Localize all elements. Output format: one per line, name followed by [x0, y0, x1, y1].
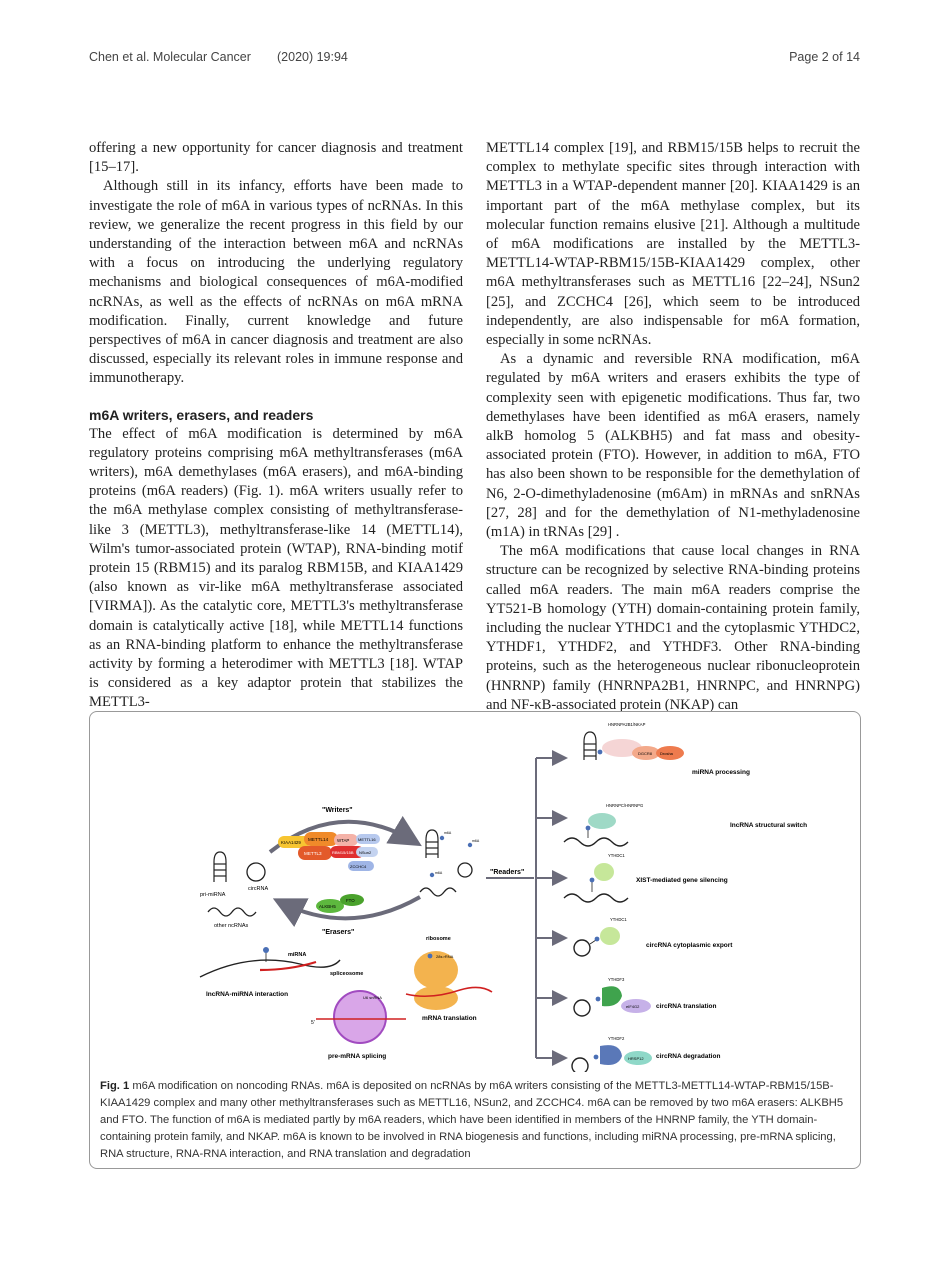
label-mrna-translation: mRNA translation — [422, 1015, 477, 1022]
label-other-ncrnas: other ncRNAs — [214, 923, 249, 929]
text-alkbh5: ALKBH5 — [319, 904, 336, 909]
text-protein: YTHDF2 — [608, 1036, 625, 1041]
running-header-left: Chen et al. Molecular Cancer — [89, 50, 251, 64]
m6a-stem — [590, 940, 596, 944]
text-spliceosome: spliceosome — [330, 971, 364, 977]
m6a-dot — [595, 937, 600, 942]
text-fto: FTO — [346, 898, 355, 903]
circrna-icon — [247, 863, 265, 881]
hairpin-icon — [584, 732, 596, 760]
methylated-circrna-icon — [458, 863, 472, 877]
text-protein: YTHDC1 — [610, 917, 627, 922]
text-protein: YTHDF3 — [608, 977, 625, 982]
protein-ythdf3 — [602, 986, 622, 1006]
reader-function-label: XIST-mediated gene silencing — [636, 877, 728, 884]
text-m6a: m6A — [472, 839, 480, 843]
writers-label: "Writers" — [322, 807, 353, 814]
lncrna-icon — [200, 960, 340, 977]
m6a-dot — [590, 878, 595, 883]
m6a-dot — [594, 1055, 599, 1060]
right-column — [486, 139, 860, 715]
label-circrna: circRNA — [248, 886, 269, 892]
protein-hnrnpc — [588, 813, 616, 829]
methylated-ncrna-icon — [420, 888, 456, 896]
text-protein: HNRNPA2B1/NKAP — [608, 722, 646, 727]
text-mettl3: METTL3 — [304, 851, 322, 856]
section-heading: m6A writers, erasers, and readers — [89, 406, 314, 423]
label-pri-mirna: pri-miRNA — [200, 892, 226, 898]
paragraph: The effect of m6A modification is determined by m6A regulatory proteins comprising m6A methyltransferases (m6A writers), m6A demethylases (m6A erasers), and m6A-binding proteins (m6A readers) (Fig. 1). m6A writers usually refer to the m6A methylase complex consisting of methyltransferase-like 3 (METTL3), methyltransferase-like 14 (METTL14), Wilm's tumor-associated protein (WTAP), RNA-binding motif protein 15 (RBM15) and its paralog RBM15B, and KIAA1429 (also known as vir-like m6A methyltransferase associated [VIRMA]). As the catalytic core, METTL3's methyltransferase domain is catalytically active [18], while METTL14 functions as an RNA-binding platform to enhance the methyltransferase activity by forming a heterodimer with METTL3 [18]. WTAP is considered as a key adaptor protein that stabilizes the METTL3- — [89, 425, 463, 711]
figure-caption — [100, 1078, 850, 1163]
m6a-dot — [586, 826, 591, 831]
m6a-dot — [598, 750, 603, 755]
m6a-dot — [596, 997, 601, 1002]
circrna-icon — [574, 940, 590, 956]
pri-mirna-hairpin-icon — [214, 852, 226, 882]
text-28s-rrna: 28s rRNA — [436, 954, 454, 959]
methylated-hairpin-icon — [426, 830, 438, 858]
text-hrsp12: HRSP12 — [628, 1056, 644, 1061]
m6a-dot — [428, 954, 433, 959]
paragraph: The m6A modifications that cause local changes in RNA structure can be recognized by selective RNA-binding proteins called m6A readers. The main m6A readers comprise the YT521-B homology (YTH) domain-containing protein family, including the nuclear YTHDC1 and the cytoplasmic YTHDC2, YTHDF1, YTHDF2, and YTHDF3. Other RNA-binding proteins, such as the heterogeneous nuclear ribonucleoprotein (HNRNP) family (HNRNPA2B1, HNRNPC, and HNRNPG) and NF-κB-associated protein (NKAP) can — [486, 543, 860, 713]
lncrna-icon — [564, 838, 628, 846]
circrna-icon — [572, 1058, 588, 1072]
page-number: Page 2 of 14 — [789, 50, 860, 64]
reader-function-label: circRNA degradation — [656, 1053, 721, 1060]
text-protein: HNRNPC/HNRNPG — [606, 803, 644, 808]
text-zcchc4: ZCCHC4 — [350, 864, 367, 869]
text-mettl16: METTL16 — [358, 837, 376, 842]
circrna-icon — [574, 1000, 590, 1016]
caption-title: Fig. 1 — [100, 1080, 130, 1092]
text-mettl14: METTL14 — [308, 837, 329, 842]
text-five-prime: 5' — [311, 1020, 315, 1026]
m6a-dot — [468, 843, 472, 847]
erasers-label: "Erasers" — [322, 929, 355, 936]
figure-diagram — [90, 712, 860, 1072]
protein-ythdf2 — [600, 1045, 622, 1065]
text-ribosome: ribosome — [426, 936, 451, 942]
text-nsun2: NSun2 — [359, 850, 372, 855]
m6a-dot — [430, 873, 434, 877]
reader-branches — [536, 758, 564, 1058]
paragraph: offering a new opportunity for cancer diagnosis and treatment [15–17]. — [89, 140, 463, 176]
reader-function-label: miRNA processing — [692, 769, 750, 776]
text-mirna: miRNA — [288, 952, 307, 958]
reader-function-label: circRNA translation — [656, 1003, 717, 1010]
text-m6a: m6A — [435, 871, 443, 875]
text-drosha: Drosha — [660, 751, 673, 756]
text-dgcr8: DGCR8 — [638, 751, 653, 756]
paragraph: Although still in its infancy, efforts have been made to investigate the role of m6A in various types of ncRNAs. In this review, we generalize the recent progress in this field by our understanding of the interaction between m6A and ncRNAs with a focus on introducing the underlying regulatory mechanisms and biological consequences of m6A-modified ncRNAs, as well as the effects of ncRNAs on m6A mRNA modification. Finally, current knowledge and future perspectives of m6A in cancer diagnosis and treatment are also discussed, especially its relevant roles in immune response and immunotherapy. — [89, 178, 463, 387]
paragraph: As a dynamic and reversible RNA modification, m6A regulated by m6A writers and erasers exhibits the type of complexity seen with epigenetic modifications. Thus far, two demethylases have been identified as m6A erasers, namely alkB homolog 5 (ALKBH5) and fat mass and obesity-associated protein (FTO). However, in addition to m6A, FTO has also been shown to be responsible for the demethylation of N6, 2-O-dimethyladenosine (m6Am) in mRNAs and snRNAs [27, 28] and for the demethylation of N1-methyladenosine (m1A) in tRNAs [29] . — [486, 351, 860, 541]
text-kiaa1429: KIAA1429 — [281, 840, 301, 845]
protein-ythdc1 — [600, 927, 620, 945]
ribosome-small-subunit-icon — [414, 986, 458, 1010]
reader-function-label: lncRNA structural switch — [730, 822, 808, 829]
text-m6a: m6A — [444, 831, 452, 835]
text-u6-snrna: U6 snRNA — [363, 995, 382, 1000]
label-pre-mrna-splicing: pre-mRNA splicing — [328, 1053, 387, 1060]
other-ncrna-icon — [208, 908, 256, 916]
m6a-dot — [440, 836, 444, 840]
writer-complex — [278, 832, 380, 871]
text-rbm15: RBM15/15B — [332, 850, 354, 855]
running-header-year: (2020) 19:94 — [277, 50, 348, 64]
text-eif4g2: eIF4G2 — [626, 1004, 640, 1009]
caption-text: m6A modification on noncoding RNAs. m6A is deposited on ncRNAs by m6A writers consisting of the METTL3-METTL14-WTAP-RBM15/15B-KIAA1429 complex and many other methyltransferases such as METTL16, NSun2, and ZCCHC4. m6A can be removed by two m6A erasers: ALKBH5 and FTO. The function of m6A is mediated partly by m6A readers, which have been identified in members of the HNRNP family, the YTH domain-containing protein family, and NKAP. m6A is known to be involved in RNA biogenesis and functions, including miRNA processing, pre-mRNA splicing, RNA structure, RNA-RNA interaction, and RNA translation and degradation — [100, 1080, 844, 1160]
figure-1 — [89, 711, 861, 1169]
text-protein: YTHDC1 — [608, 853, 625, 858]
protein-ythdc1 — [594, 863, 614, 881]
text-wtap: WTAP — [337, 838, 350, 843]
m6a-dot — [263, 947, 269, 953]
label-lncrna-mirna-interaction: lncRNA-miRNA interaction — [206, 991, 289, 998]
left-column — [89, 139, 463, 713]
xist-rna-icon — [564, 894, 628, 902]
reader-function-label: circRNA cytoplasmic export — [646, 942, 733, 949]
readers-label: "Readers" — [490, 869, 525, 876]
paragraph: METTL14 complex [19], and RBM15/15B helps to recruit the complex to methylate specific sites through interaction with METTL3 in a WTAP-dependent manner [20]. KIAA1429 is an important part of the m6A methylase complex, but its molecular function remains elusive [21]. Although a multitude of m6A modifications are installed by the METTL3-METTL14-WTAP-RBM15/15B-KIAA1429 complex, other m6A methyltransferases such as METTL16 [22–24], NSun2 [25], and ZCCHC4 [26], which seem to be introduced independently, are also indispensable for m6A formation, especially in some ncRNAs. — [486, 140, 860, 349]
